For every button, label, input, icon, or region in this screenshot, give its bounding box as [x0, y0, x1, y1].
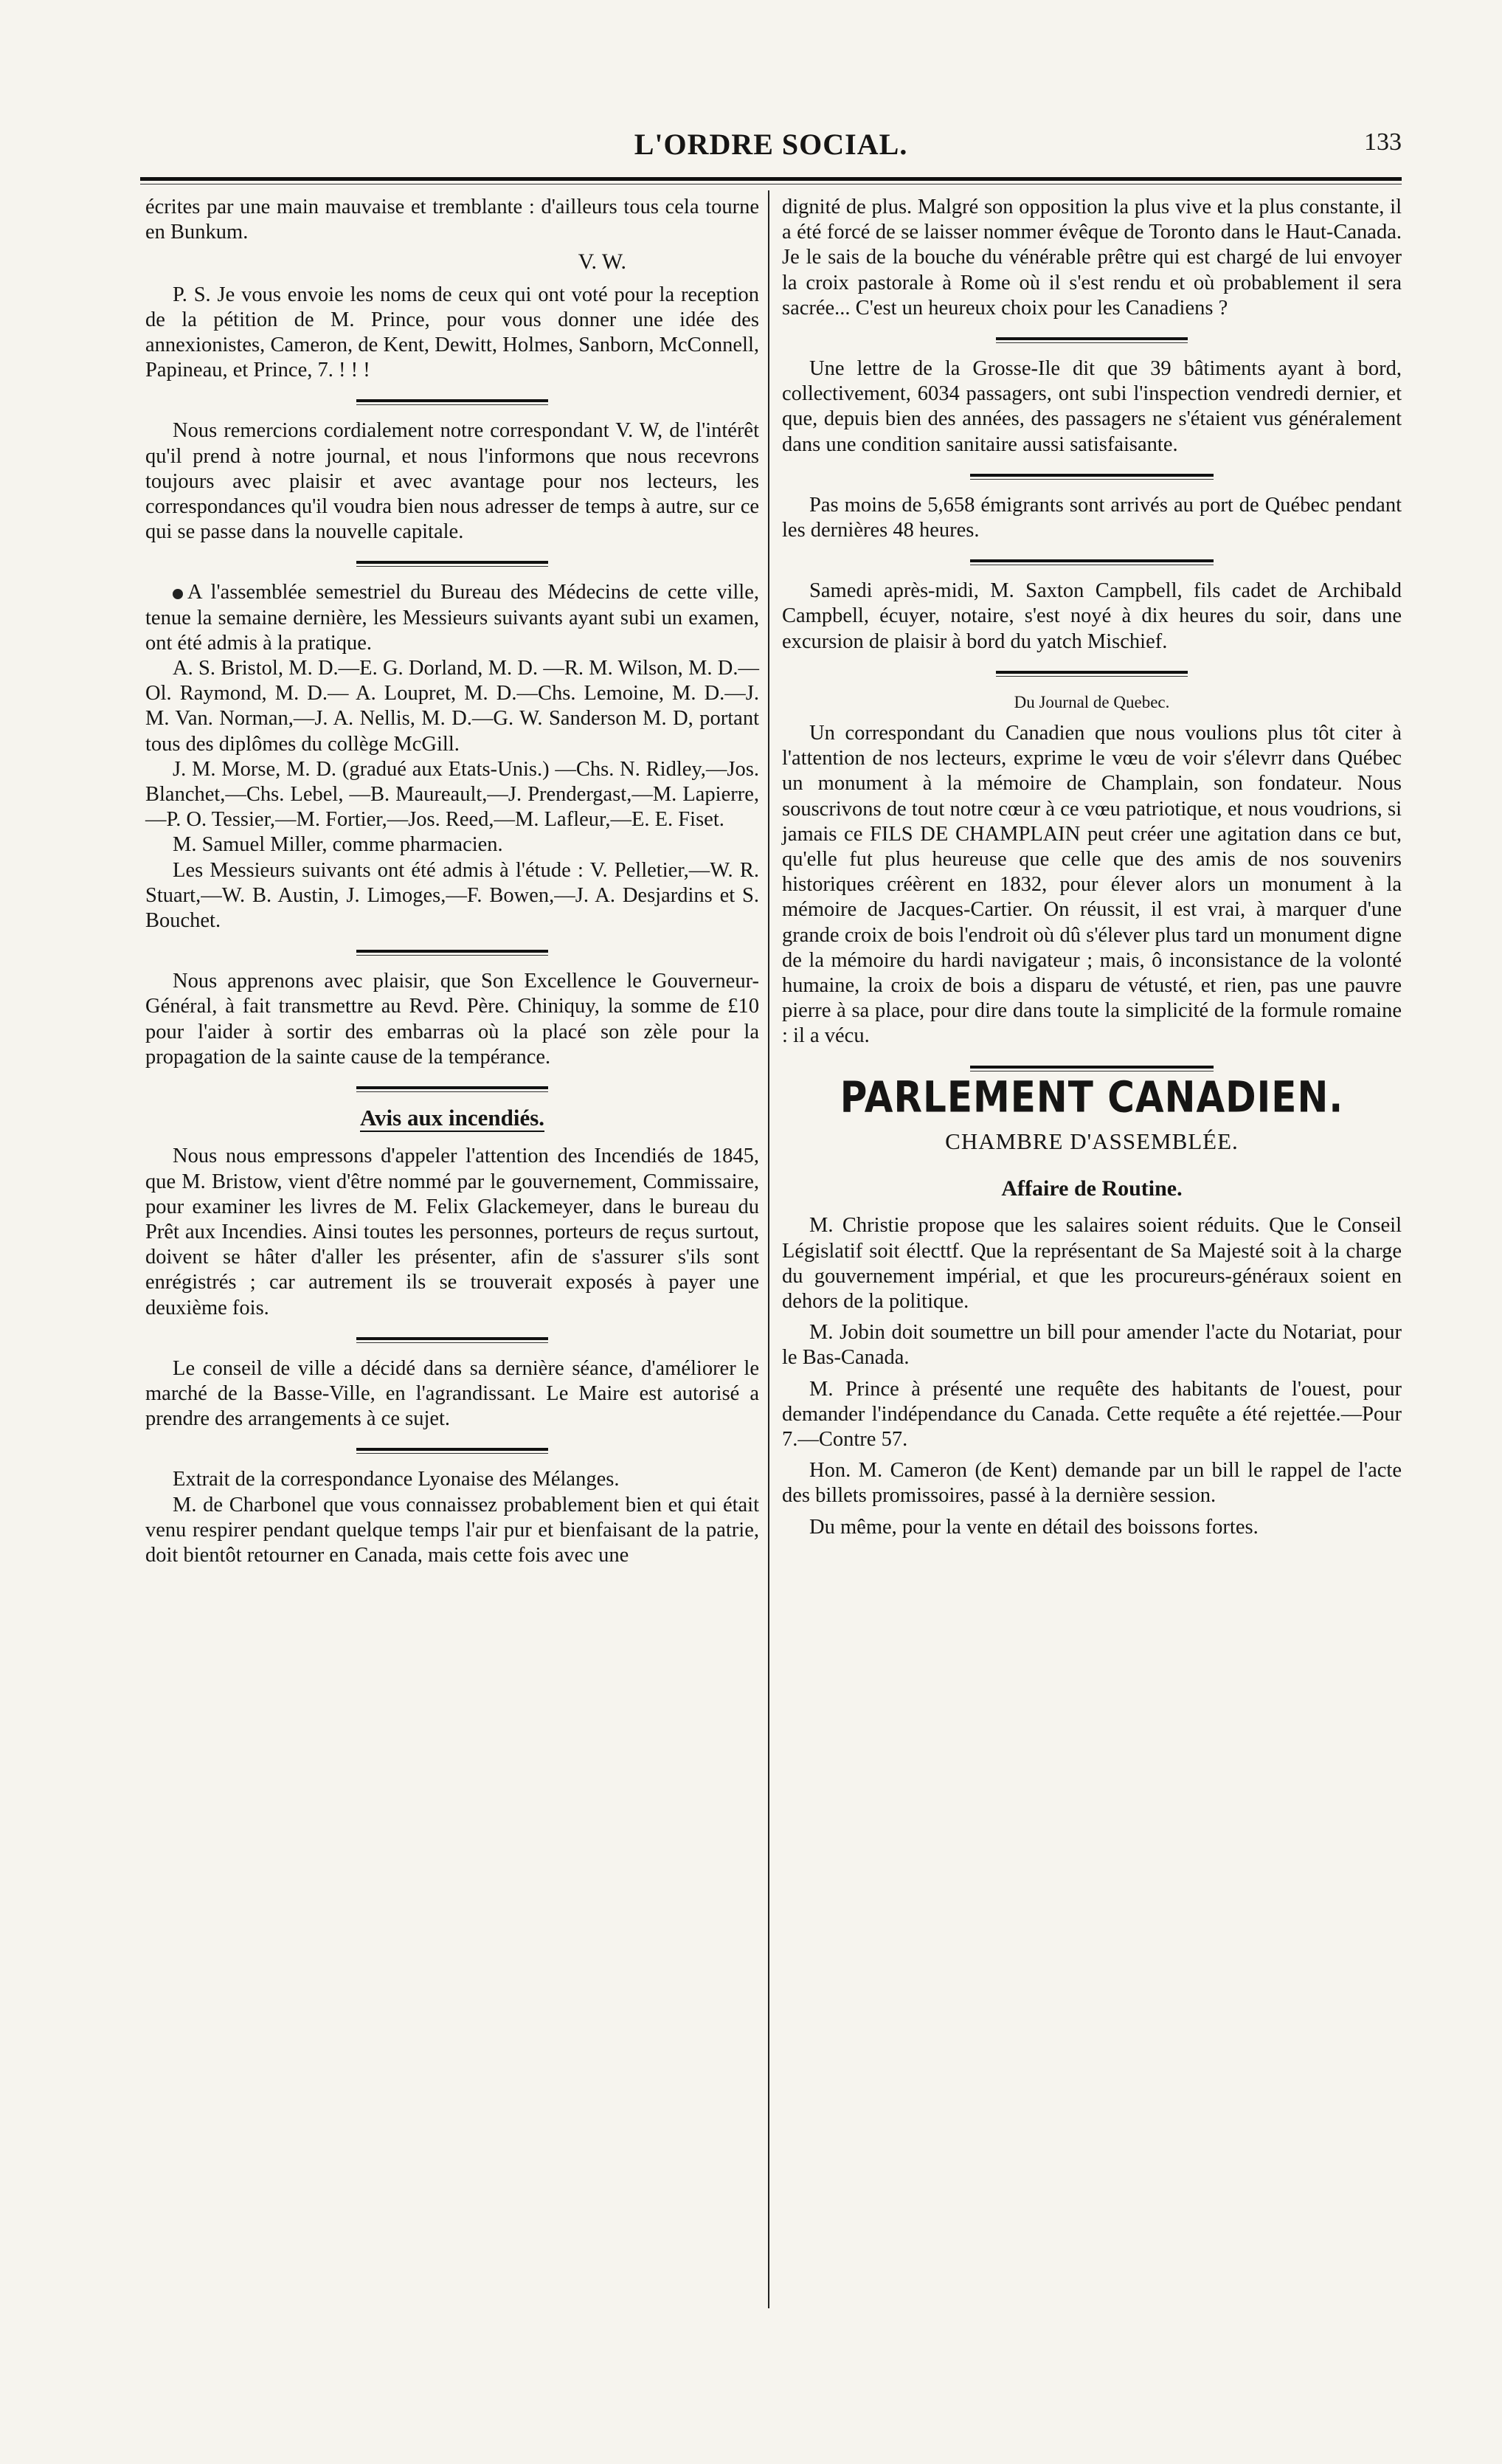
column-separator: [768, 190, 769, 2308]
paragraph-etude: Les Messieurs suivants ont été admis à l'étude : V. Pelletier,—W. R. Stuart,—W. B. Austin, J. Limoges,—F. Bowen,—J. A. Desjardins et S. Bouchet.: [145, 858, 759, 933]
paragraph-chiniquy: Nous apprenons avec plaisir, que Son Excellence le Gouverneur-Général, à fait transmettre au Revd. Père. Chiniquy, la somme de £10 pour l'aider à sortir des embarras où la placé son zèle pour la propagation de la sainte cause de la tempérance.: [145, 970, 759, 1069]
affaire-subheading: Affaire de Routine.: [1001, 1176, 1183, 1201]
postscript-paragraph: P. S. Je vous envoie les noms de ceux qui ont voté pour la reception de la pétition de M. Prince, pour vous donner une idée des annexionistes, Cameron, de Kent, Dewitt, Holmes, Sanborn, McConnell, Papineau, et Prince, 7. ! ! !: [145, 283, 759, 382]
paragraph-cameron: Hon. M. Cameron (de Kent) demande par un bill le rappel de l'acte des billets promissoires, passé à la dernière session.: [782, 1459, 1402, 1508]
paragraph-meme: Du même, pour la vente en détail des boissons fortes.: [809, 1515, 1259, 1539]
header-rule: [140, 177, 1402, 181]
section-divider: [996, 337, 1188, 340]
hand-pointer-icon: [173, 589, 183, 599]
paragraph-morse: J. M. Morse, M. D. (gradué aux Etats-Unis.) —Chs. N. Ridley,—Jos. Blanchet,—Chs. Lebel, —B. Maureault,—J. Prendergast,—M. Lapierre, —P. O. Tessier,—M. Fortier,—Jos. Reed,—M. Lafleur,—E. E. Fiset.: [145, 757, 759, 832]
left-column: [145, 195, 759, 1568]
section-divider: [356, 1448, 548, 1451]
paragraph-avis: Nous nous empressons d'appeler l'attention des Incendiés de 1845, que M. Bristow, vient d'être nommé par le gouvernement, Commissaire, pour examiner les livres de M. Felix Glackemeyer, dans le bureau du Prêt aux Incendies. Ainsi toutes les personnes, porteurs de reçus surtout, doivent se hâter d'aller les présenter, afin de s'assurer s'ils sont enrégistrés ; car autrement ils se trouverait exposés à payer une deuxième fois.: [145, 1145, 759, 1319]
section-divider: [356, 1086, 548, 1089]
paragraph-miller: M. Samuel Miller, comme pharmacien.: [173, 833, 503, 857]
paragraph-conseil: Le conseil de ville a décidé dans sa dernière séance, d'améliorer le marché de la Basse-Ville, en l'agrandissant. Le Maire est autorisé a prendre des arrangements à ce sujet.: [145, 1356, 759, 1431]
paragraph-dignite: dignité de plus. Malgré son opposition la plus vive et la plus constante, il a été forcé de se laisser nommer évêque de Toronto dans le Haut-Canada. Je le sais de la bouche du vénérable prêtre qui est chargé de lui envoyer la croix pastorale à Rome où il s'est rendu et où probablement il sera sacrée... C'est un heureux choix pour les Canadiens ?: [782, 196, 1402, 320]
source-credit: Du Journal de Quebec.: [1014, 692, 1170, 711]
page-number: 133: [1364, 128, 1402, 156]
chambre-subheading: CHAMBRE D'ASSEMBLÉE.: [945, 1128, 1239, 1154]
paragraph-champlain: Un correspondant du Canadien que nous voulions plus tôt citer à l'attention de nos lecteurs, exprime le vœu de voir s'élevrr dans Québec un monument à la mémoire de Champlain, son fondateur. Nous souscrivons de tout notre cœur à ce vœu patriotique, et nous voudrions, si jamais ce FILS DE CHAMPLAIN peut créer une agitation dans ce but, qu'elle fut plus heureuse que celle que des amis de nos souvenirs historiques créèrent en 1832, pour élever alors un monument à la mémoire de Jacques-Cartier. On réussit, il est vrai, à marquer d'une grande croix de bois l'endroit où dû s'élever plus tard un monument digne de la mémoire du hardi navigateur ; mais, ô inconsistance de la volonté humaine, la croix de bois a disparu de vétusté, et rien, pas une pauvre pierre à sa place, pour dire dans toute la simplicité de la formule romaine : il a vécu.: [782, 722, 1402, 1048]
section-divider: [970, 474, 1214, 477]
paragraph-charbonel: M. de Charbonel que vous connaissez probablement bien et qui était venu respirer pendant quelque temps l'air pur et bienfaisant de la patrie, doit bientôt retourner en Canada, mais cette fois avec une: [145, 1493, 759, 1567]
section-divider: [970, 1066, 1214, 1069]
section-divider: [996, 671, 1188, 674]
paragraph-campbell: Samedi après-midi, M. Saxton Campbell, fils cadet de Archibald Campbell, écuyer, notaire, s'est noyé à dix heures du soir, dans une excursion de plaisir à bord du yatch Mischief.: [782, 579, 1402, 653]
paragraph-medecins-list: A. S. Bristol, M. D.—E. G. Dorland, M. D. —R. M. Wilson, M. D.—Ol. Raymond, M. D.— A. Loupret, M. D.—Chs. Lemoine, M. D.—J. M. Van. Norman,—J. A. Nellis, M. D.—G. W. Sanderson M. D, portant tous des diplômes du collège McGill.: [145, 657, 759, 756]
parlement-heading: PARLEMENT CANADIEN.: [840, 1072, 1344, 1122]
section-divider: [356, 950, 548, 953]
section-divider: [970, 559, 1214, 562]
paragraph-prince: M. Prince à présenté une requête des habitants de l'ouest, pour demander l'indépendance du Canada. Cette requête a été rejettée.—Pour 7.—Contre 57.: [782, 1377, 1402, 1451]
heading-extrait: Extrait de la correspondance Lyonaise des Mélanges.: [173, 1468, 620, 1491]
paragraph-christie: M. Christie propose que les salaires soient réduits. Que le Conseil Législatif soit électtf. Que la représentant de Sa Majesté soit à la charge du gouvernement impérial, et que les procureurs-généraux soient en dehors de la politique.: [782, 1214, 1402, 1313]
heading-avis: [145, 1105, 759, 1132]
heading-avis-text: Avis aux incendiés.: [360, 1105, 544, 1132]
section-divider: [356, 1337, 548, 1340]
paragraph-jobin: M. Jobin doit soumettre un bill pour amender l'acte du Notariat, pour le Bas-Canada.: [782, 1321, 1402, 1370]
paragraph-medecins: A l'assemblée semestriel du Bureau des Médecins de cette ville, tenue la semaine dernière, les Messieurs suivants ayant subi un examen, ont été admis à la pratique.: [145, 581, 759, 655]
right-column: [782, 195, 1402, 1540]
article-intro: écrites par une main mauvaise et tremblante : d'ailleurs tous cela tourne en Bunkum.: [145, 196, 759, 244]
signature: V. W.: [578, 249, 626, 275]
paragraph-emigrants: Pas moins de 5,658 émigrants sont arrivés au port de Québec pendant les dernières 48 heures.: [782, 493, 1402, 542]
section-divider: [356, 399, 548, 402]
page-header: [140, 127, 1402, 168]
section-divider: [356, 561, 548, 564]
newspaper-title: L'ORDRE SOCIAL.: [634, 128, 908, 161]
paragraph-grosse-ile: Une lettre de la Grosse-Ile dit que 39 bâtiments ayant à bord, collectivement, 6034 passagers, ont subi l'inspection vendredi dernier, et que, depuis bien des années, des passagers ne s'étaient vus généralement dans une condition sanitaire aussi satisfaisante.: [782, 357, 1402, 456]
paragraph-remercions: Nous remercions cordialement notre correspondant V. W, de l'intérêt qu'il prend à notre journal, et nous l'informons que nous recevrons toujours avec plaisir et avec avantage pour nos lecteurs, les correspondances qu'il voudra bien nous adresser de temps à autre, sur ce qui se passe dans la nouvelle capitale.: [145, 419, 759, 544]
